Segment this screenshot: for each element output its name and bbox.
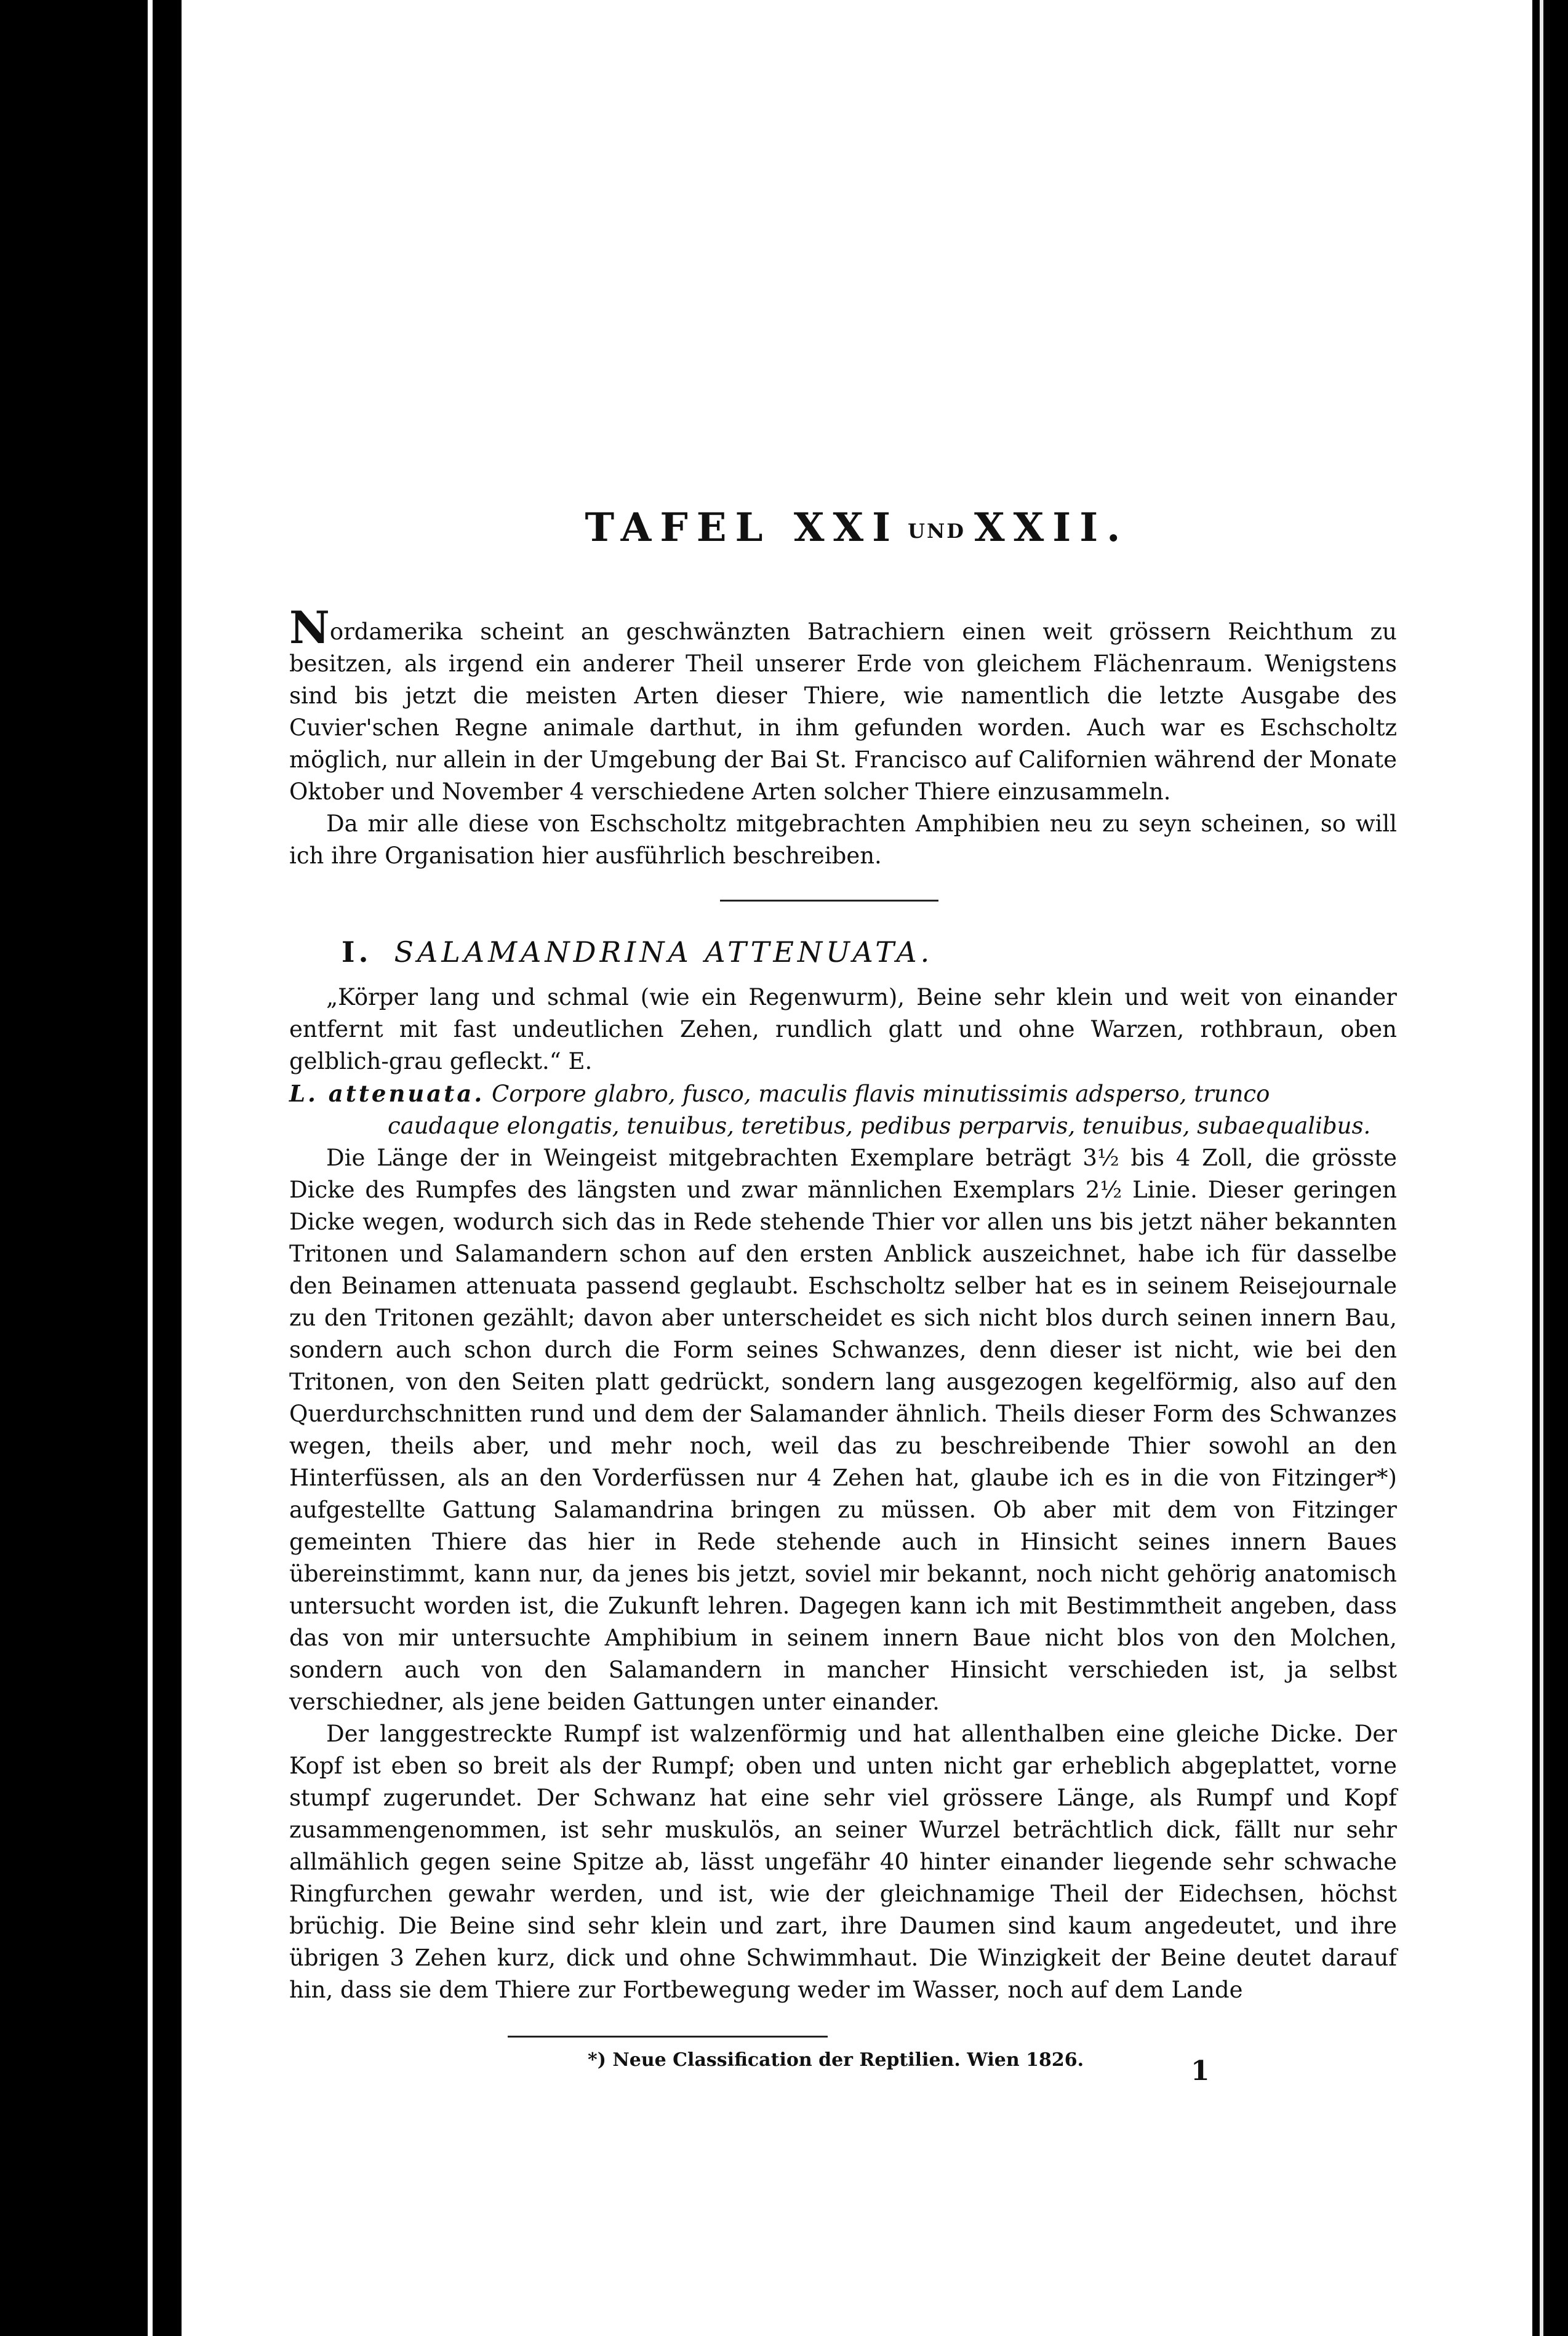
intro-paragraph-1 bbox=[289, 601, 1397, 808]
intro-paragraph-1-text: ordamerika scheint an geschwänzten Batrachiern einen weit grössern Reichthum zu besitzen, als irgend ein anderer Theil unserer Erde von gleichem Flächenraum. Wenigstens sind bis jetzt die meisten Arten dieser Thiere, wie namentlich die letzte Ausgabe des Cuvier'schen Regne animale darthut, in ihm gefunden worden. Auch war es Eschscholtz möglich, nur allein in der Umgebung der Bai St. Francisco auf Californien während der Monate Oktober und November 4 verschiedene Arten solcher Thiere einzusammeln. bbox=[289, 618, 1397, 805]
footnote: *) Neue Classification der Reptilien. Wien 1826. bbox=[588, 2049, 1084, 2071]
paragraph-body: Der langgestreckte Rumpf ist walzenförmig und hat allenthalben eine gleiche Dicke. Der Kopf ist eben so breit als der Rumpf; oben und unten nicht gar erheblich abgeplattet, vorne stumpf zugerundet. Der Schwanz hat eine sehr viel grössere Länge, als Rumpf und Kopf zusammengenommen, ist sehr muskulös, an seiner Wurzel beträchtlich dick, fällt nur sehr allmählich gegen seine Spitze ab, lässt ungefähr 40 hinter einander liegende sehr schwache Ringfurchen gewahr werden, und ist, wie der gleichnamige Theil der Eidechsen, höchst brüchig. Die Beine sind sehr klein und zart, ihre Daumen sind kaum angedeutet, und ihre übrigen 3 Zehen kurz, dick und ohne Schwimmhaut. Die Winzigkeit der Beine deutet darauf hin, dass sie dem Thiere zur Fortbewegung weder im Wasser, noch auf dem Lande bbox=[289, 1721, 1397, 2003]
scan-border-right bbox=[1532, 0, 1568, 2336]
latin-diagnosis bbox=[289, 1078, 1397, 1142]
scan-border-left bbox=[0, 0, 182, 2336]
intro-paragraph-2: Da mir alle diese von Eschscholtz mitgebrachten Amphibien neu zu seyn scheinen, so will ich ihre Organisation hier ausführlich beschreiben. bbox=[289, 810, 1397, 869]
page-edge-line bbox=[1540, 0, 1543, 2336]
section-number: I. bbox=[342, 935, 372, 969]
title-und: UND bbox=[908, 519, 966, 543]
latin-description-2: caudaque elongatis, tenuibus, teretibus, pedibus perparvis, tenuibus, subaequalibus. bbox=[388, 1113, 1371, 1139]
paragraph-length: Die Länge der in Weingeist mitgebrachten Exemplare beträgt 3½ bis 4 Zoll, die grösste Dicke des Rumpfes des längsten und zwar männlichen Exemplars 2½ Linie. Dieser geringen Dicke wegen, wodurch sich das in Rede stehende Thier vor allen uns bis jetzt näher bekannten Tritonen und Salamandern schon auf den ersten Anblick auszeichnet, habe ich für dasselbe den Beinamen attenuata passend geglaubt. Eschscholtz selber hat es in seinem Reisejournale zu den Tritonen gezählt; davon aber unterscheidet es sich nicht blos durch seinen innern Bau, sondern auch schon durch die Form seines Schwanzes, denn dieser ist nicht, wie bei den Tritonen, von den Seiten platt gedrückt, sondern lang ausgezogen kegelförmig, also auf den Querdurchschnitten rund und dem der Salamander ähnlich. Theils dieser Form des Schwanzes wegen, theils aber, und mehr noch, weil das zu beschreibende Thier sowohl an den Hinterfüssen, als an den Vorderfüssen nur 4 Zehen hat, glaube ich es in die von Fitzinger*) aufgestellte Gattung Salamandrina bringen zu müssen. Ob aber mit dem von Fitzinger gemeinten Thiere das hier in Rede stehende auch in Hinsicht seines innern Baues übereinstimmt, kann nur, da jenes bis jetzt, soviel mir bekannt, noch nicht gehörig anatomisch untersucht worden ist, die Zukunft lehren. Dagegen kann ich mit Bestimmtheit angeben, dass das von mir untersuchte Amphibium in seinem innern Baue nicht blos von den Molchen, sondern auch von den Salamandern in mancher Hinsicht verschieden ist, ja selbst verschiedner, als jene beiden Gattungen unter einander. bbox=[289, 1145, 1397, 1715]
title-second: XXII. bbox=[974, 505, 1129, 551]
section-heading-text: SALAMANDRINA ATTENUATA. bbox=[394, 935, 934, 969]
latin-name: L. attenuata. bbox=[289, 1080, 485, 1107]
document-page bbox=[182, 0, 1532, 2336]
section-divider bbox=[720, 900, 938, 902]
page-number: 1 bbox=[1191, 2055, 1210, 2087]
latin-description-1: Corpore glabro, fusco, maculis flavis minutissimis adsperso, trunco bbox=[491, 1081, 1270, 1107]
drop-cap: N bbox=[289, 601, 330, 654]
section-body bbox=[289, 982, 1397, 2006]
section-heading bbox=[342, 935, 933, 969]
footnote-divider bbox=[508, 2036, 828, 2038]
species-quote: „Körper lang und schmal (wie ein Regenwurm), Beine sehr klein und weit von einander entfernt mit fast undeutlichen Zehen, rundlich glatt und ohne Warzen, rothbraun, oben gelblich-grau gefleckt.“ E. bbox=[289, 984, 1397, 1074]
page-fold-line bbox=[148, 0, 153, 2336]
page-title bbox=[182, 505, 1532, 551]
title-main: TAFEL XXI bbox=[585, 505, 900, 551]
intro-text bbox=[289, 601, 1397, 872]
